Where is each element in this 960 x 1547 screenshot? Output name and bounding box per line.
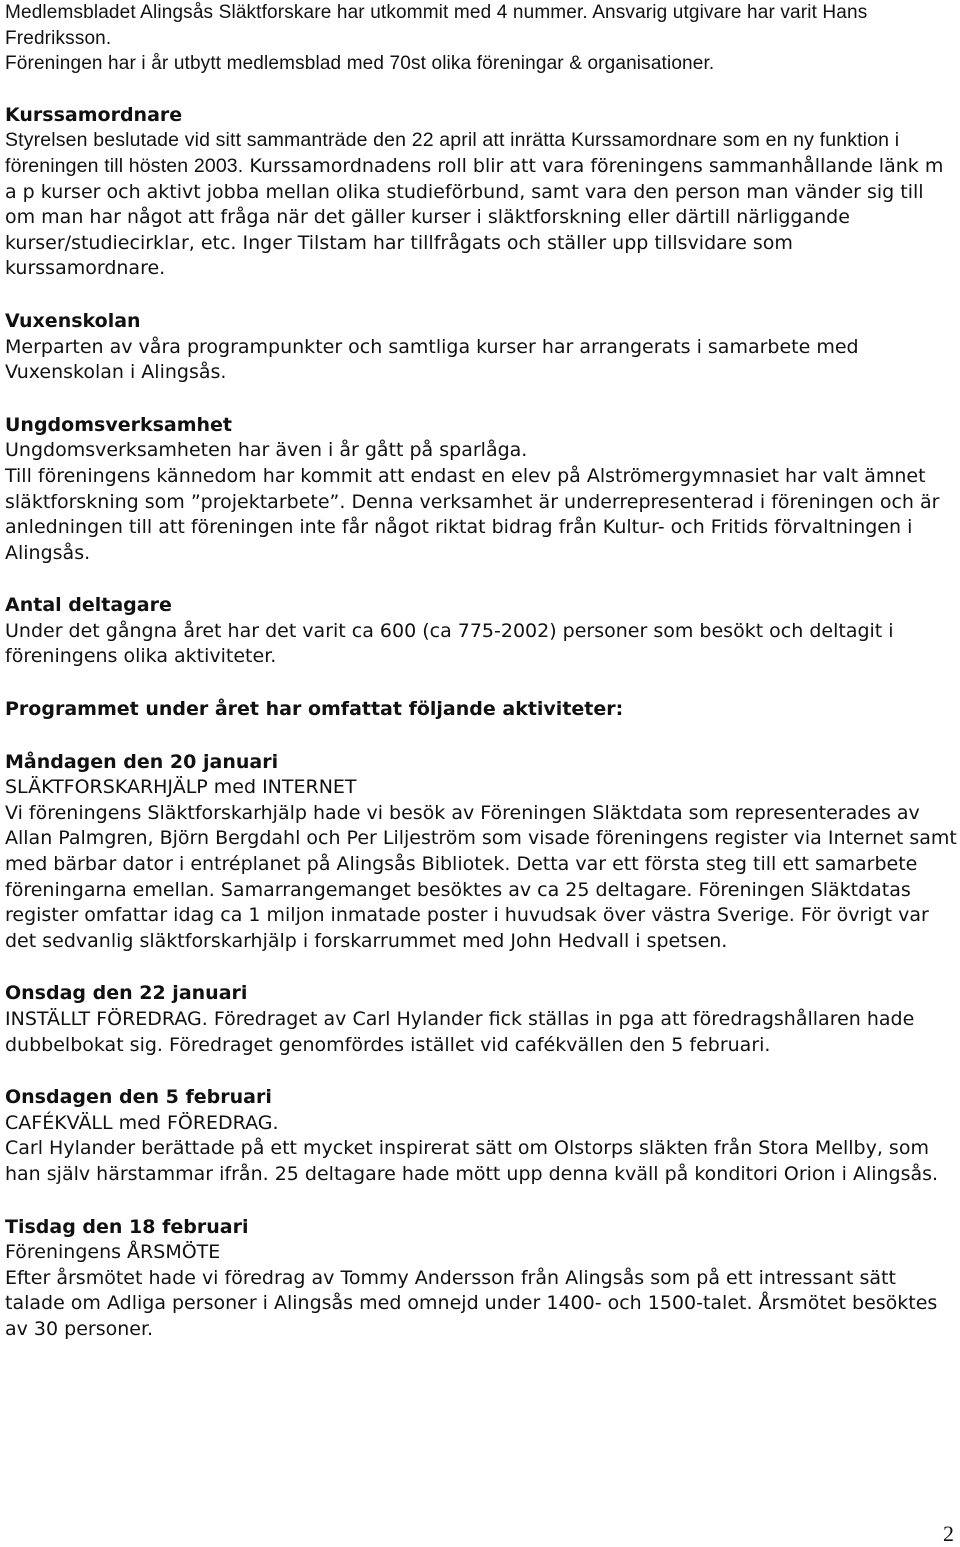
event-text: Vi föreningens Släktforskarhjälp hade vi besök av Föreningen Släktdata som representerades av Allan Palmgren, Björn Bergdahl och Per Liljeström som visade föreningens register via Internet samt med bärbar dator i entréplanet på Alingsås Bibliotek. Detta var ett första steg till ett samarbete föreningarna emellan. Samarrangemanget besöktes av ca 25 deltagare. Föreningen Släktdatas register omfattar idag ca 1 miljon inmatade poster i huvudsak över västra Sverige. För övrigt var det sedvanlig släktforskarhjälp i forskarrummet med John Hedvall i spetsen. — [5, 801, 957, 952]
program-heading: Programmet under året har omfattat följande aktiviteter: — [5, 698, 624, 721]
intro-section — [5, 0, 957, 77]
vuxenskolan-text: Merparten av våra programpunkter och samtliga kurser har arrangerats i samarbete med Vuxenskolan i Alingsås. — [5, 335, 859, 384]
deltagare-heading: Antal deltagare — [5, 594, 172, 617]
page-number: 2 — [943, 1521, 954, 1546]
event-title: INSTÄLLT FÖREDRAG. Föredraget av Carl Hylander fick ställas in pga att föredragshållaren hade dubbelbokat sig. Föredraget genomfördes istället vid cafékvällen den 5 februari. — [5, 1008, 915, 1056]
ungdom-section — [5, 413, 957, 567]
event-title: SLÄKTFORSKARHJÄLP med INTERNET — [5, 776, 357, 799]
kurssamordnare-text — [5, 128, 957, 282]
event-text: Carl Hylander berättade på ett mycket inspirerat sätt om Olstorps släkten från Stora Mellby, som han själv härstammar ifrån. 25 deltagare hade mött upp denna kväll på konditori Orion i Alingsås. — [5, 1137, 939, 1185]
event-date: Onsdagen den 5 februari — [5, 1086, 272, 1109]
event-item — [5, 750, 957, 955]
document-page — [5, 0, 957, 1370]
ungdom-heading: Ungdomsverksamhet — [5, 413, 233, 436]
vuxenskolan-section — [5, 309, 957, 386]
vuxenskolan-heading: Vuxenskolan — [5, 309, 141, 332]
event-item — [5, 1215, 957, 1343]
event-item — [5, 981, 957, 1058]
kurssamordnare-heading: Kurssamordnare — [5, 103, 183, 126]
deltagare-text: Under det gångna året har det varit ca 600 (ca 775-2002) personer som besökt och deltagit i föreningens olika aktiviteter. — [5, 619, 894, 668]
ungdom-line-1: Ungdomsverksamheten har även i år gått på sparlåga. — [5, 439, 528, 462]
intro-line-2: Föreningen har i år utbytt medlemsblad med 70st olika föreningar & organisationer. — [5, 53, 715, 75]
kurssamordnare-section — [5, 103, 957, 282]
event-title: CAFÉKVÄLL med FÖREDRAG. — [5, 1111, 279, 1134]
ungdom-line-2: Till föreningens kännedom har kommit att endast en elev på Alströmergymnasiet har valt ämnet släktforskning som ”projektarbete”. Denna verksamhet är underrepresenterad i föreningen och är anledningen till att föreningen inte får något riktat bidrag från Kultur- och Fritids förvaltningen i Alingsås. — [5, 464, 940, 564]
event-item — [5, 1085, 957, 1187]
event-date: Tisdag den 18 februari — [5, 1215, 249, 1238]
event-text: Efter årsmötet hade vi föredrag av Tommy Andersson från Alingsås som på ett intressant sätt talade om Adliga personer i Alingsås med omnejd under 1400- och 1500-talet. Årsmötet besöktes av 30 personer. — [5, 1266, 938, 1340]
kurssamordnare-text-b: Kurssamordnadens roll blir att vara föreningens sammanhållande länk m a p kurser och aktivt jobba mellan olika studieförbund, samt vara den person man vänder sig till om man har något att fråga när det gäller kurser i släktforskning eller därtill närliggande kurser/studiecirklar, etc. Inger Tilstam har tillfrågats och ställer upp tillsvidare som kurssamordnare. — [5, 154, 944, 280]
program-section — [5, 697, 957, 723]
event-date: Onsdag den 22 januari — [5, 982, 248, 1005]
event-date: Måndagen den 20 januari — [5, 750, 279, 773]
intro-line-1: Medlemsbladet Alingsås Släktforskare har utkommit med 4 nummer. Ansvarig utgivare har varit Hans Fredriksson. — [5, 2, 868, 49]
event-title: Föreningens ÅRSMÖTE — [5, 1241, 221, 1264]
deltagare-section — [5, 593, 957, 670]
kurssamordnare-text-a: Styrelsen beslutade vid sitt sammanträde den 22 april att inrätta Kurssamordnare som en ny funktion i föreningen till hösten 2003. — [5, 129, 900, 177]
